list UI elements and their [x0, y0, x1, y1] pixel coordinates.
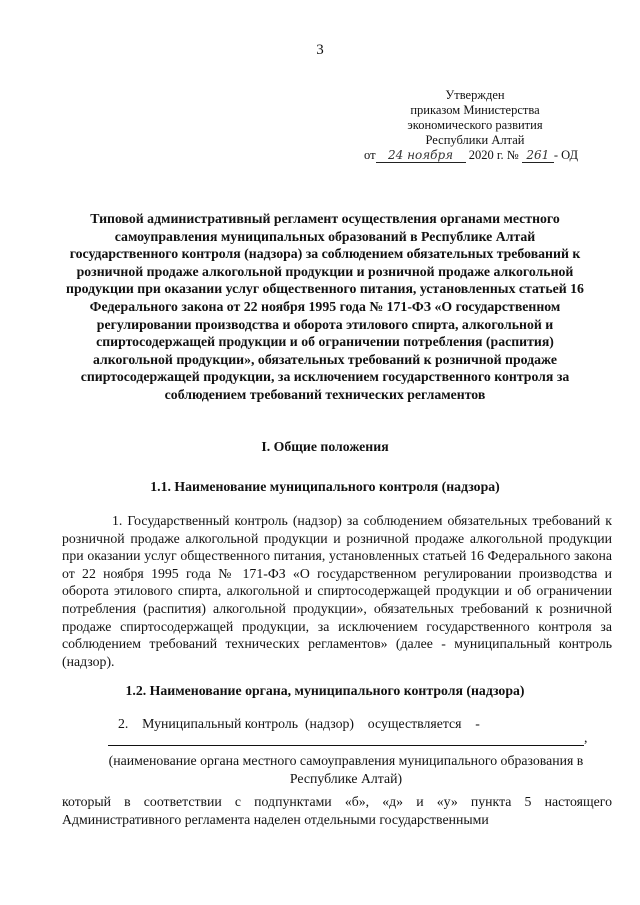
- document-title: Типовой административный регламент осуществления органами местного самоуправления муниципальных образований в Республике Алтай государственного контроля (надзора) за соблюдением обязательных требований к розничной продаже алкогольной продукции и розничной продаже алкогольной продукции при оказании услуг общественного питания, установленных статьей 16 Федерального закона от 22 ноября 1995 года № 171-ФЗ «О государственном регулировании производства и оборота этилового спирта, алкогольной и спиртосодержащей продукции и об ограничении потребления (распития) алкогольной продукции», обязательных требований к розничной продаже спиртосодержащей продукции, за исключением государственного контроля за соблюдением требований технических регламентов: [66, 211, 584, 402]
- number-prefix: №: [506, 148, 519, 162]
- approval-line-1: Утвержден: [445, 88, 505, 102]
- blank-line-comma: ,: [584, 730, 588, 745]
- paragraph-2: 2. Муниципальный контроль (надзор) осуществляется -: [118, 716, 480, 731]
- subsection-heading-1-1: 1.1. Наименование муниципального контроля (надзора): [150, 479, 500, 494]
- handwritten-date: 24 ноября: [376, 149, 466, 163]
- fill-in-blank-line: [108, 745, 584, 746]
- date-prefix: от: [364, 148, 376, 162]
- page-number: 3: [316, 42, 324, 58]
- approval-stamp: [360, 88, 590, 163]
- paragraph-1: 1. Государственный контроль (надзор) за соблюдением обязательных требований к розничной продаже алкогольной продукции и розничной продаже алкогольной продукции при оказании услуг общественного питания, установленных статьей 16 Федерального закона от 22 ноября 1995 года № 171-ФЗ «О государственном регулировании производства и оборота этилового спирта, алкогольной и спиртосодержащей продукции и об ограничении потребления (распития) алкогольной продукции», обязательных требований к розничной продаже спиртосодержащей продукции, за исключением государственного контроля за соблюдением требований технических регламентов» (далее - муниципальный контроль (надзор).: [62, 513, 612, 669]
- approval-line-3: экономического развития: [407, 118, 543, 132]
- approval-line-4: Республики Алтай: [425, 133, 525, 147]
- handwritten-number: 261: [522, 149, 554, 163]
- subsection-heading-1-2: 1.2. Наименование органа, муниципального контроля (надзора): [125, 683, 525, 698]
- section-heading-general: I. Общие положения: [261, 439, 389, 454]
- approval-year: 2020 г.: [468, 148, 504, 162]
- blank-line-caption: (наименование органа местного самоуправления муниципального образования в Республике Алтай): [108, 753, 584, 786]
- paragraph-3: который в соответствии с подпунктами «б», «д» и «у» пункта 5 настоящего Административного регламента наделен отдельными государственными: [62, 794, 612, 827]
- approval-line-2: приказом Министерства: [410, 103, 540, 117]
- approval-date-line: [364, 148, 590, 163]
- number-suffix: - ОД: [553, 148, 579, 162]
